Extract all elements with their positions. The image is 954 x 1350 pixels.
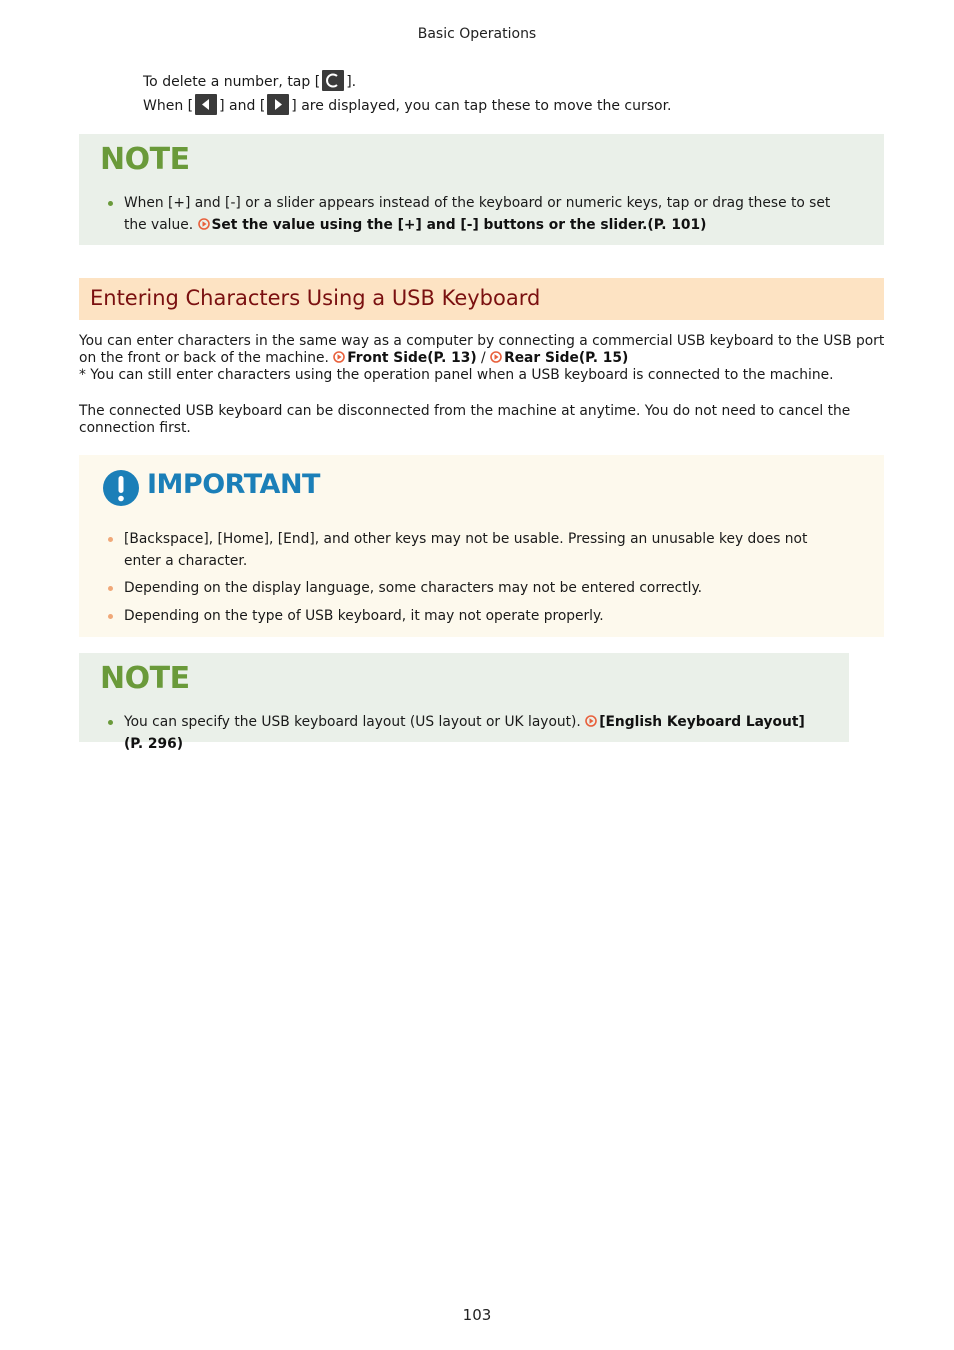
cursor-instruction-mid: ] and [ xyxy=(219,98,266,114)
list-item xyxy=(108,605,844,627)
delete-instruction-pre: To delete a number, tap [ xyxy=(143,74,321,90)
link-arrow-icon xyxy=(490,351,502,363)
note-link[interactable] xyxy=(198,217,707,233)
page-header: Basic Operations xyxy=(417,26,537,42)
keyboard-layout-link-text[interactable]: [English Keyboard Layout](P. 296) xyxy=(124,714,805,752)
exclamation-icon xyxy=(102,469,140,507)
list-item xyxy=(108,711,809,755)
bullet-icon xyxy=(108,537,113,542)
bullet-icon xyxy=(108,201,113,206)
important-list xyxy=(108,528,844,627)
section-heading xyxy=(79,278,884,320)
section-title: Entering Characters Using a USB Keyboard xyxy=(90,286,541,310)
body-footnote: * You can still enter characters using the operation panel when a USB keyboard is connected to the machine. xyxy=(79,367,834,383)
important-item-text: [Backspace], [Home], [End], and other keys may not be usable. Pressing an unusable key does not enter a character. xyxy=(124,531,808,569)
note-box xyxy=(79,134,884,245)
rear-side-link-text[interactable]: Rear Side(P. 15) xyxy=(504,350,629,366)
important-item-text: Depending on the type of USB keyboard, it may not operate properly. xyxy=(124,608,604,624)
rear-side-link[interactable] xyxy=(490,350,628,366)
cursor-instruction-pre: When [ xyxy=(143,98,194,114)
note-title: NOTE xyxy=(100,142,190,177)
important-box xyxy=(79,455,884,637)
clear-key-icon xyxy=(322,70,344,91)
note-item-text: When [+] and [-] or a slider appears instead of the keyboard or numeric keys, tap or drag these to set the value. xyxy=(124,195,831,233)
front-side-link[interactable] xyxy=(333,350,476,366)
delete-instruction xyxy=(143,70,356,92)
delete-instruction-post: ]. xyxy=(346,74,357,90)
body-paragraph-disconnect: The connected USB keyboard can be disconnected from the machine at anytime. You do not need to cancel the connection first. xyxy=(79,403,851,436)
list-item xyxy=(108,192,844,236)
link-separator: / xyxy=(476,350,491,366)
list-item xyxy=(108,528,844,572)
note-box xyxy=(79,653,849,752)
link-arrow-icon xyxy=(333,351,345,363)
note-list xyxy=(108,711,809,755)
important-title: IMPORTANT xyxy=(147,469,320,500)
bullet-icon xyxy=(108,614,113,619)
list-item xyxy=(108,577,844,599)
bullet-icon xyxy=(108,720,113,725)
right-arrow-key-icon xyxy=(267,94,289,115)
cursor-instruction-post: ] are displayed, you can tap these to move the cursor. xyxy=(291,98,672,114)
note-link-text[interactable]: Set the value using the [+] and [-] buttons or the slider.(P. 101) xyxy=(211,217,707,233)
bullet-icon xyxy=(108,586,113,591)
note-item-text: You can specify the USB keyboard layout (US layout or UK layout). xyxy=(124,714,581,730)
note-title: NOTE xyxy=(100,661,190,696)
link-arrow-icon xyxy=(585,715,597,727)
note-list xyxy=(108,192,844,236)
important-item-text: Depending on the display language, some characters may not be entered correctly. xyxy=(124,580,703,596)
body-paragraph-text: You can enter characters in the same way as a computer by connecting a commercial USB keyboard to the USB port on the front or back of the machine. xyxy=(79,333,885,366)
left-arrow-key-icon xyxy=(195,94,217,115)
cursor-instruction xyxy=(143,94,672,116)
page-number: 103 xyxy=(462,1306,492,1324)
body-paragraph-usb xyxy=(79,333,885,384)
front-side-link-text[interactable]: Front Side(P. 13) xyxy=(347,350,477,366)
link-arrow-icon xyxy=(198,218,210,230)
